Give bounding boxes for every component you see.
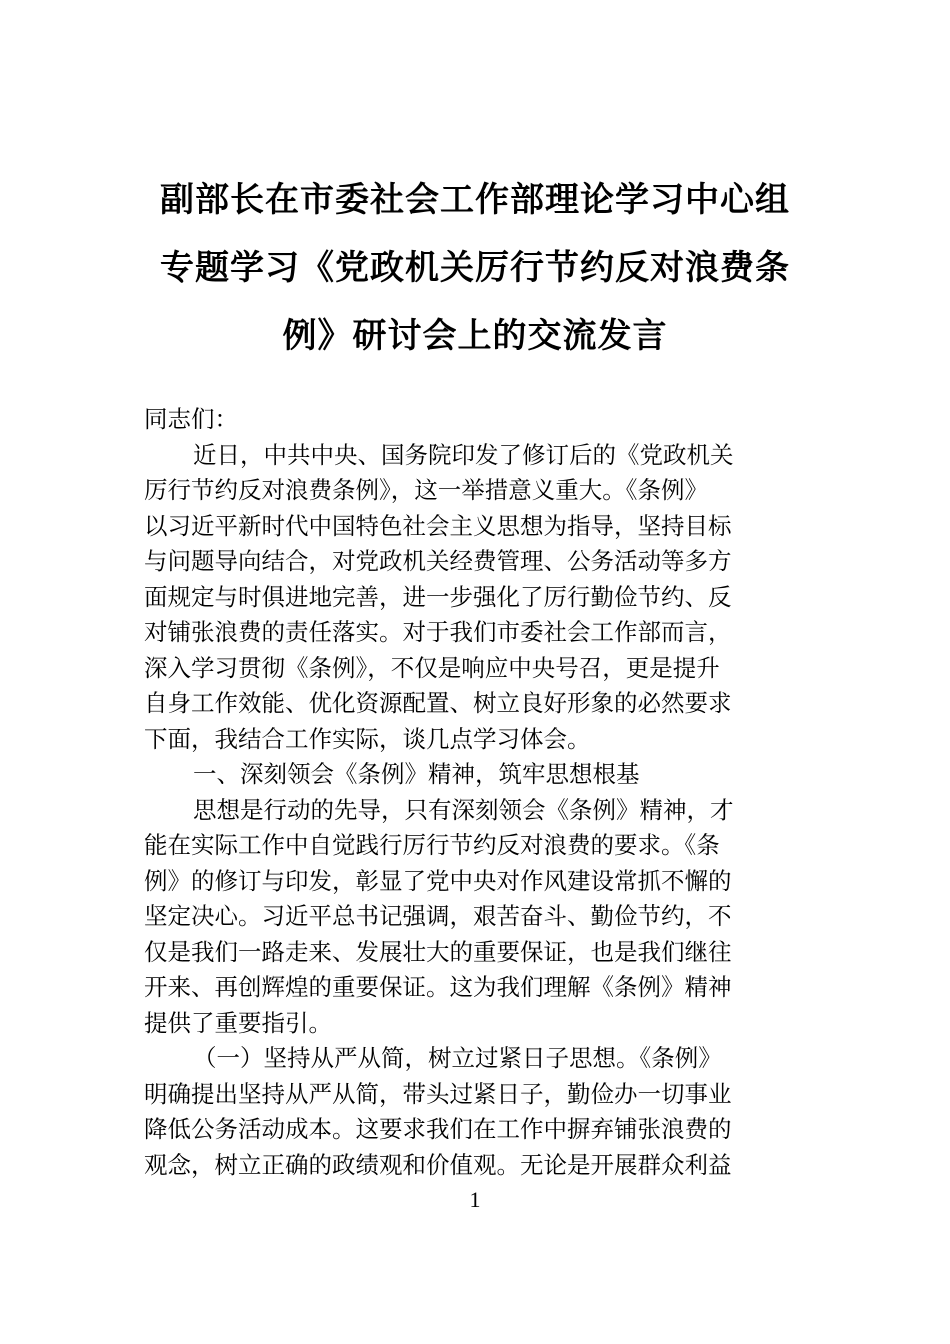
paragraph-2-line: 提供了重要指引。 [144,1008,332,1037]
paragraph-1-line: 近日，中共中央、国务院印发了修订后的《党政机关 [193,440,734,469]
page-number: 1 [469,1187,481,1212]
paragraph-1-line: 对铺张浪费的责任落实。对于我们市委社会工作部而言， [144,618,732,646]
paragraph-1-line: 下面，我结合工作实际，谈几点学习体会。 [144,724,591,753]
paragraph-3-line: （一）坚持从严从简，树立过紧日子思想。《条例》 [193,1044,722,1072]
paragraph-2-line: 开来、再创辉煌的重要保证。这为我们理解《条例》精神 [144,973,732,1001]
paragraph-1-line: 与问题导向结合，对党政机关经费管理、公务活动等多方 [144,547,732,575]
title-line-2: 专题学习《党政机关厉行节约反对浪费条 [160,248,790,288]
document-body [144,402,808,1183]
document-title [140,166,810,370]
paragraph-2-line: 仅是我们一路走来、发展壮大的重要保证，也是我们继往 [144,937,732,966]
paragraph-2-line: 能在实际工作中自觉践行厉行节约反对浪费的要求。《条 [144,831,720,859]
section-heading: 一、深刻领会《条例》精神，筑牢思想根基 [193,760,640,788]
paragraph-1-line: 自身工作效能、优化资源配置、树立良好形象的必然要求 [144,689,732,717]
title-line-3: 例》研讨会上的交流发言 [282,316,668,356]
title-line-1: 副部长在市委社会工作部理论学习中心组 [160,180,790,220]
paragraph-1-line: 以习近平新时代中国特色社会主义思想为指导，坚持目标 [144,511,732,540]
paragraph-1-line: 面规定与时俱进地完善，进一步强化了厉行勤俭节约、反 [144,582,732,611]
paragraph-2-line: 例》的修订与印发，彰显了党中央对作风建设常抓不懈的 [144,866,732,895]
paragraph-2-line: 坚定决心。习近平总书记强调，艰苦奋斗、勤俭节约，不 [144,902,732,930]
paragraph-2-line: 思想是行动的先导，只有深刻领会《条例》精神，才 [193,795,734,824]
paragraph-1-line: 深入学习贯彻《条例》，不仅是响应中央号召，更是提升 [144,653,720,682]
paragraph-3-line: 明确提出坚持从严从简，带头过紧日子，勤俭办一切事业 [144,1079,732,1108]
salutation: 同志们： [144,405,238,433]
paragraph-1-line: 厉行节约反对浪费条例》，这一举措意义重大。《条例》 [144,476,708,504]
paragraph-3-line: 降低公务活动成本。这要求我们在工作中摒弃铺张浪费的 [144,1115,732,1143]
paragraph-3-line: 观念，树立正确的政绩观和价值观。无论是开展群众利益 [144,1150,732,1179]
